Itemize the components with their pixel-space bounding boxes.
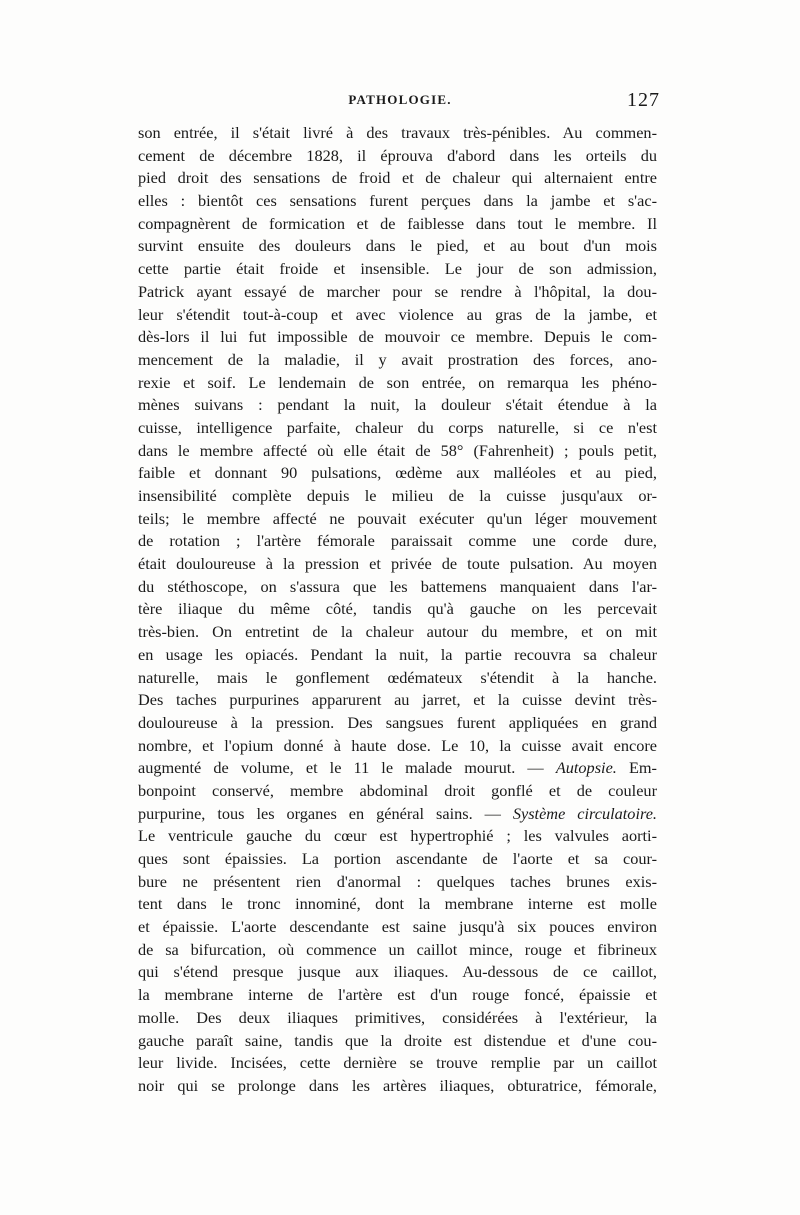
running-head [140, 89, 660, 116]
text-line: du stéthoscope, on s'assura que les battemens manquaient dans l'ar- [138, 576, 657, 596]
text-line: compagnèrent de formication et de faiblesse dans tout le membre. Il [138, 213, 657, 233]
running-title: PATHOLOGIE. [348, 92, 452, 107]
text-line: noir qui se prolonge dans les artères iliaques, obturatrice, fémorale, [138, 1075, 657, 1095]
text-line: de rotation ; l'artère fémorale paraissait comme une corde dure, [138, 531, 657, 551]
text-line: teils; le membre affecté ne pouvait exécuter qu'un léger mouvement [138, 508, 657, 528]
text-line: bure ne présentent rien d'anormal : quelques taches brunes exis- [138, 871, 657, 891]
text-line: insensibilité complète depuis le milieu de la cuisse jusqu'aux or- [138, 486, 657, 505]
text-line: la membrane interne de l'artère est d'un rouge foncé, épaissie et [138, 985, 657, 1005]
text-line: son entrée, il s'était livré à des travaux très-pénibles. Au commen- [138, 123, 657, 142]
text-line: cette partie était froide et insensible. Le jour de son admission, [138, 259, 657, 279]
text-line: douloureuse à la pression. Des sangsues furent appliquées en grand [138, 712, 657, 732]
text-line: purpurine, tous les organes en général sains. — Système circulatoire. [138, 803, 657, 823]
text-line: mènes suivans : pendant la nuit, la douleur s'était étendue à la [138, 395, 657, 415]
text-line: qui s'étend presque jusque aux iliaques. Au-dessous de ce caillot, [138, 962, 657, 982]
text-line: bonpoint conservé, membre abdominal droit gonflé et de couleur [138, 780, 657, 800]
text-line: était douloureuse à la pression et privée de toute pulsation. Au moyen [138, 554, 657, 574]
text-line: survint ensuite des douleurs dans le pied, et au bout d'un mois [138, 236, 657, 256]
text-line: leur s'étendit tout-à-coup et avec violence au gras de la jambe, et [138, 304, 657, 324]
text-line: en usage les opiacés. Pendant la nuit, la partie recouvra sa chaleur [138, 644, 657, 664]
text-line: de sa bifurcation, où commence un caillot mince, rouge et fibrineux [138, 939, 657, 959]
text-line: gauche paraît saine, tandis que la droite est distendue et d'une cou- [138, 1030, 657, 1050]
text-line: cuisse, intelligence parfaite, chaleur du corps naturelle, si ce n'est [138, 417, 657, 437]
text-line: tère iliaque du même côté, tandis qu'à gauche on les percevait [138, 599, 657, 619]
text-line: pied droit des sensations de froid et de chaleur qui alternaient entre [138, 168, 657, 188]
text-line: tent dans le tronc innominé, dont la membrane interne est molle [138, 894, 657, 914]
text-line: dès-lors il lui fut impossible de mouvoir ce membre. Depuis le com- [138, 327, 657, 347]
text-line: rexie et soif. Le lendemain de son entrée, on remarqua les phéno- [138, 372, 657, 392]
text-line: et épaissie. L'aorte descendante est saine jusqu'à six pouces environ [138, 917, 657, 937]
text-line: naturelle, mais le gonflement œdémateux s'étendit à la hanche. [138, 667, 657, 687]
text-line: leur livide. Incisées, cette dernière se trouve remplie par un caillot [138, 1053, 657, 1073]
body-text [138, 122, 657, 1098]
italic-heading: Système circulatoire. [512, 803, 657, 823]
text-line: molle. Des deux iliaques primitives, considérées à l'extérieur, la [138, 1007, 657, 1027]
text-line: elles : bientôt ces sensations furent perçues dans la jambe et s'ac- [138, 191, 657, 211]
text-line: ques sont épaissies. La portion ascendante de l'aorte et sa cour- [138, 849, 657, 868]
text-line: faible et donnant 90 pulsations, œdème aux malléoles et au pied, [138, 463, 657, 483]
text-line: Des taches purpurines apparurent au jarret, et la cuisse devint très- [138, 690, 657, 710]
text-line: mencement de la maladie, il y avait prostration des forces, ano- [138, 349, 657, 369]
page-number: 127 [627, 89, 660, 111]
text-line: très-bien. On entretint de la chaleur autour du membre, et on mit [138, 622, 657, 642]
text-line: cement de décembre 1828, il éprouva d'abord dans les orteils du [138, 145, 657, 165]
text-line: dans le membre affecté où elle était de 58° (Fahrenheit) ; pouls petit, [138, 440, 657, 460]
text-line: augmenté de volume, et le 11 le malade mourut. — Autopsie. Em- [138, 758, 657, 778]
text-line: Le ventricule gauche du cœur est hypertrophié ; les valvules aorti- [138, 826, 657, 846]
text-line: nombre, et l'opium donné à haute dose. Le 10, la cuisse avait encore [138, 735, 657, 755]
italic-heading: Autopsie. [555, 758, 617, 778]
text-line: Patrick ayant essayé de marcher pour se rendre à l'hôpital, la dou- [138, 281, 657, 301]
